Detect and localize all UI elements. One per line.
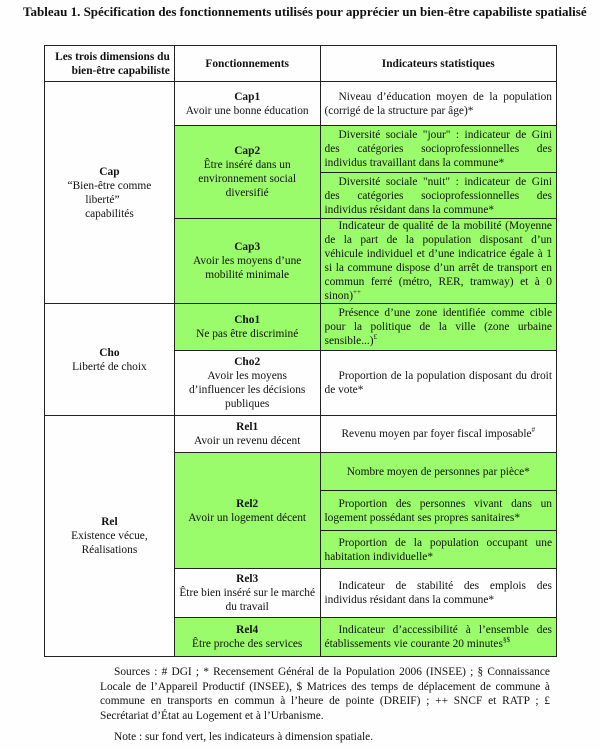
dimension-code: Cap (99, 165, 120, 178)
function-code: Cap3 (234, 241, 261, 253)
dimension-code: Cho (99, 346, 120, 359)
indicator-rel1 (320, 416, 556, 453)
function-label: Avoir un revenu décent (193, 435, 301, 447)
footnote-mark: # (531, 426, 536, 435)
header-dimensions: Les trois dimensions du bien-être capabiliste (45, 46, 175, 82)
footnotes (100, 665, 550, 745)
dimension-line: Existence vécue, (71, 530, 148, 542)
function-code: Rel1 (236, 421, 259, 433)
dimension-line: Réalisations (81, 544, 138, 556)
table-title: Tableau 1. Spécification des fonctionnements utilisés pour apprécier un bien-être capabiliste spatialisé (23, 4, 587, 19)
indicator-text: Proportion de la population occupant une habitation individuelle* (324, 536, 552, 563)
function-code: Cho2 (234, 356, 261, 368)
indicator-cap2-night (320, 173, 556, 219)
dimension-rel (45, 416, 175, 657)
function-label: Avoir les moyens d’une mobilité minimale (193, 255, 302, 281)
functionings-table (44, 45, 557, 657)
indicator-rel2-individual (320, 531, 556, 569)
function-cap3 (174, 219, 320, 304)
indicator-text: Indicateur de qualité de la mobilité (Moyenne de la part de la population disposant d’un véhicule individuel et d’une indicatrice égale à 1 si la commune dispose d’un arrêt de transport en commun ferré (métro, RER, tramway) et à 0 sinon) (324, 220, 552, 302)
function-rel4 (174, 618, 320, 657)
dimension-line: Liberté de choix (72, 360, 147, 373)
function-rel2 (174, 453, 320, 569)
function-code: Rel2 (236, 497, 259, 510)
function-cho2 (174, 351, 320, 416)
function-cap1 (174, 82, 320, 126)
function-label: Avoir un logement décent (188, 511, 307, 524)
header-functionings: Fonctionnements (174, 46, 320, 82)
table-row (45, 82, 557, 126)
indicator-cho1 (320, 304, 556, 351)
indicator-text: Présence d’une zone identifiée comme cible pour la politique de la ville (zone urbaine sensible...) (324, 307, 552, 347)
indicator-text: Diversité sociale "jour" : indicateur de Gini des catégories socioprofessionnelles des individus travaillant dans la commune* (324, 129, 552, 169)
indicator-text: Indicateur de stabilité des emplois des individus résidant dans la commune* (324, 580, 552, 606)
function-label: Être proche des services (191, 638, 303, 650)
function-rel3 (174, 569, 320, 618)
indicator-rel4 (320, 618, 556, 657)
indicator-cap3 (320, 219, 556, 304)
indicator-text: Revenu moyen par foyer fiscal imposable (341, 428, 532, 440)
indicator-cap1 (320, 82, 556, 126)
indicator-cho2 (320, 351, 556, 416)
indicator-rel3 (320, 569, 556, 618)
indicator-rel2-sanitary (320, 491, 556, 531)
indicator-rel2-rooms (320, 453, 556, 491)
function-label: Avoir une bonne éducation (185, 104, 309, 117)
function-cho1 (174, 304, 320, 351)
dimension-line: capabilités (85, 207, 134, 220)
sources-text: Sources : # DGI ; * Recensement Général de la Population 2006 (INSEE) ; § Connaissance Locale de l’Appareil Productif (INSEE), $ Matrices des temps de déplacement de commune à commune en transports en commun à l’heure de pointe (DREIF) ; ++ SNCF et RATP ; £ Secrétariat d’État au Logement et à l’Urbanisme. (100, 666, 550, 722)
footnote-mark: £ (373, 333, 378, 342)
function-code: Rel3 (236, 573, 259, 585)
dimension-line: liberté” (85, 193, 120, 206)
function-code: Cap2 (234, 145, 261, 157)
function-cap2 (174, 126, 320, 219)
indicator-text: Niveau d’éducation moyen de la population (corrigé de la structure par âge)* (324, 90, 552, 117)
indicator-text: Diversité sociale "nuit" : indicateur de Gini des catégories socioprofessionnelles des individus résidant dans la commune* (324, 175, 552, 216)
function-label: Être bien inséré sur le marché du travail (179, 587, 316, 613)
function-code: Cho1 (234, 314, 261, 326)
footnote-mark: §$ (502, 636, 510, 645)
function-label: Être inséré dans un environnement social diversifié (198, 159, 297, 199)
footnote-mark: ++ (353, 288, 361, 297)
dimension-line: “Bien-être comme (67, 179, 152, 192)
header-indicators: Indicateurs statistiques (320, 46, 556, 82)
table-row (45, 304, 557, 351)
dimension-cho (45, 304, 175, 416)
indicator-text: Indicateur d’accessibilité à l’ensemble des établissements vie courante 20 minutes (324, 624, 552, 650)
indicator-text: Proportion des personnes vivant dans un logement possédant ses propres sanitaires* (324, 497, 552, 524)
dimension-code: Rel (101, 516, 118, 528)
function-label: Ne pas être discriminé (196, 328, 299, 340)
table-row (45, 416, 557, 453)
indicator-cap2-day (320, 126, 556, 173)
function-code: Rel4 (236, 624, 259, 636)
function-rel1 (174, 416, 320, 453)
indicator-text: Nombre moyen de personnes par pièce* (346, 465, 530, 478)
function-code: Cap1 (234, 90, 261, 103)
indicator-text: Proportion de la population disposant du droit de vote* (324, 370, 552, 396)
function-label: Avoir les moyens d’influencer les décisions publiques (188, 370, 306, 410)
header-row (45, 46, 557, 82)
dimension-cap (45, 82, 175, 304)
note-text: Note : sur fond vert, les indicateurs à dimension spatiale. (114, 731, 374, 743)
